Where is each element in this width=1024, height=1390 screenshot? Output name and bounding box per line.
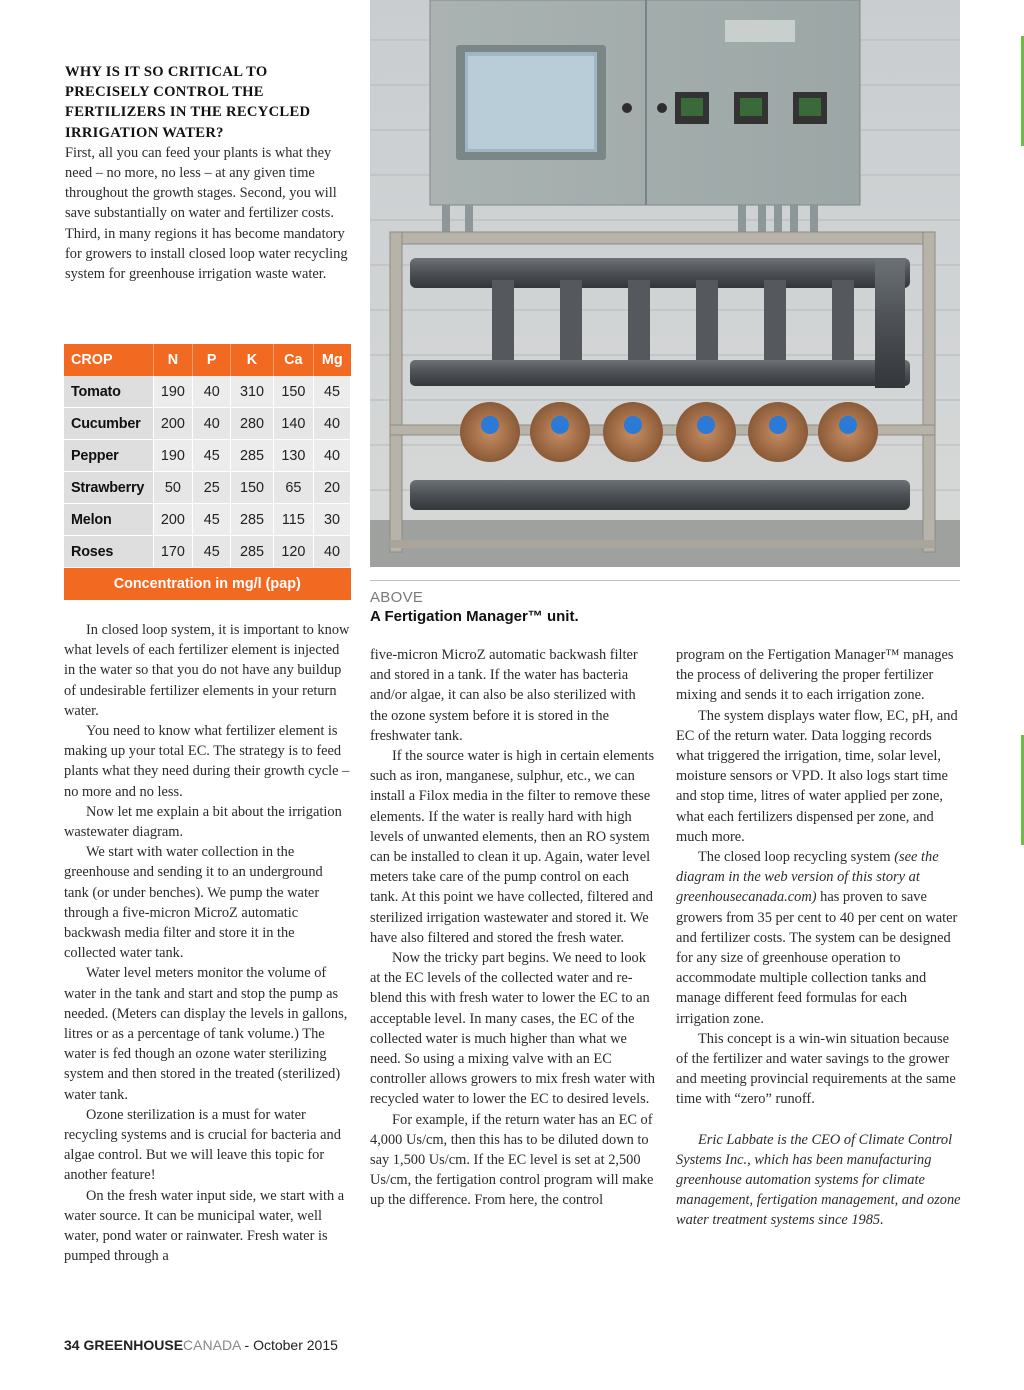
issue-date: - October 2015 xyxy=(244,1337,338,1353)
cell-p: 25 xyxy=(193,472,231,504)
paragraph: On the fresh water input side, we start with a water source. It can be municipal water, well water, pond water or rainwater. Fresh water is pumped through a xyxy=(64,1187,345,1265)
paragraph: five-micron MicroZ automatic backwash filter and stored in a tank. If the water has bacteria and/or algae, it can also be also sterilized with the ozone system before it is stored in the freshwater tank. xyxy=(370,647,638,744)
crop-name: Melon xyxy=(64,504,153,536)
paragraph: In closed loop system, it is important to know what levels of each fertilizer element is injected in the water so that you do not have any buildup of undesirable fertilizer elements in your return water. xyxy=(64,622,350,719)
paragraph: Now let me explain a bit about the irrigation wastewater diagram. xyxy=(64,803,342,841)
author-bio: Eric Labbate is the CEO of Climate Control Systems Inc., which has been manufacturing greenhouse automation systems for climate management, fertigation management, and ozone water treatment systems since 1985. xyxy=(676,1131,961,1229)
magazine-name: GREENHOUSE xyxy=(83,1337,184,1353)
paragraph: The system displays water flow, EC, pH, and EC of the return water. Data logging records what triggered the irrigation, time, solar level, moisture sensors or VPD. It also logs start time and stop time, litres of water applied per zone, what each fertilizers dispensed per zone, and much more. xyxy=(676,707,958,845)
table-row xyxy=(64,536,351,568)
header-k: K xyxy=(231,344,273,376)
header-crop: CROP xyxy=(64,344,153,376)
photo-caption: A Fertigation Manager™ unit. xyxy=(370,608,579,625)
cell-n: 50 xyxy=(153,472,192,504)
cell-p: 45 xyxy=(193,504,231,536)
magazine-name-suffix: CANADA xyxy=(183,1337,241,1353)
cell-p: 40 xyxy=(193,376,231,408)
cell-mg: 30 xyxy=(314,504,351,536)
cell-k: 280 xyxy=(231,408,273,440)
fertigation-manager-photo xyxy=(370,0,960,567)
cell-k: 310 xyxy=(231,376,273,408)
cell-ca: 120 xyxy=(273,536,313,568)
table-row xyxy=(64,440,351,472)
cell-n: 200 xyxy=(153,504,192,536)
crop-name: Cucumber xyxy=(64,408,153,440)
intro-paragraph: First, all you can feed your plants is what they need – no more, no less – at any given time throughout the growth stages. Second, you will save substantially on water and fertilizer costs. Third, in many regions it has become mandatory for growers to install closed loop water recycling system for greenhouse irrigation waste water. xyxy=(65,144,348,283)
article-column-1 xyxy=(64,620,350,1267)
cell-k: 285 xyxy=(231,440,273,472)
paragraph: We start with water collection in the greenhouse and sending it to an underground tank (or under benches). We pump the water through a five-micron MicroZ automatic backwash media filter and store it in the collected water tank. xyxy=(64,844,323,962)
header-mg: Mg xyxy=(314,344,351,376)
cell-p: 40 xyxy=(193,408,231,440)
header-ca: Ca xyxy=(273,344,313,376)
crop-name: Tomato xyxy=(64,376,153,408)
crop-name: Roses xyxy=(64,536,153,568)
article-column-2 xyxy=(370,645,656,1211)
cell-ca: 130 xyxy=(273,440,313,472)
paragraph: For example, if the return water has an EC of 4,000 Us/cm, then this has to be diluted down to say 1,500 Us/cm. If the EC level is set at 2,500 Us/cm, the fertigation control program will make up the difference. From here, the control xyxy=(370,1111,654,1209)
cell-p: 45 xyxy=(193,440,231,472)
equipment-illustration xyxy=(370,0,960,567)
table-row xyxy=(64,472,351,504)
paragraph: This concept is a win-win situation because of the fertilizer and water savings to the grower and meeting provincial requirements at the same time with “zero” runoff. xyxy=(676,1030,956,1108)
cell-k: 285 xyxy=(231,504,273,536)
nutrient-table xyxy=(64,344,351,600)
cell-n: 190 xyxy=(153,376,192,408)
cell-ca: 150 xyxy=(273,376,313,408)
paragraph: program on the Fertigation Manager™ manages the process of delivering the proper fertilizer mixing and sends it to each irrigation zone. xyxy=(676,647,954,704)
cell-mg: 45 xyxy=(314,376,351,408)
paragraph: Ozone sterilization is a must for water recycling systems and is crucial for bacteria and algae control. But we will leave this topic for another feature! xyxy=(64,1106,341,1184)
table-header-row xyxy=(64,344,351,376)
cell-n: 170 xyxy=(153,536,192,568)
text-run: has proven to save growers from 35 per cent to 40 per cent on water and fertilizer costs. The system can be designed for any size of greenhouse operation to accommodate multiple collection tanks and manage different feed formulas for each irrigation zone. xyxy=(676,889,958,1027)
text-run: The closed loop recycling system xyxy=(698,849,895,866)
paragraph: You need to know what fertilizer element is making up your total EC. The strategy is to feed plants what they need during their growth cycle – no more and no less. xyxy=(64,723,350,800)
paragraph xyxy=(676,847,961,1029)
cell-mg: 40 xyxy=(314,440,351,472)
table-row xyxy=(64,408,351,440)
paragraph: Water level meters monitor the volume of water in the tank and start and stop the pump as needed. (Meters can display the levels in gallons, litres or as a percentage of tank volume.) The water is fed though an ozone water sterilizing system and then stored in the treated (sterilized) water tank. xyxy=(64,965,348,1103)
cell-k: 285 xyxy=(231,536,273,568)
section-heading: WHY IS IT SO CRITICAL TO PRECISELY CONTROL THE FERTILIZERS IN THE RECYCLED IRRIGATION WATER? xyxy=(65,64,311,141)
article-column-3 xyxy=(676,645,961,1231)
cell-ca: 140 xyxy=(273,408,313,440)
table-row xyxy=(64,376,351,408)
caption-label: ABOVE xyxy=(370,589,424,606)
cell-mg: 40 xyxy=(314,536,351,568)
cell-n: 200 xyxy=(153,408,192,440)
header-n: N xyxy=(153,344,192,376)
cell-mg: 40 xyxy=(314,408,351,440)
crop-name: Strawberry xyxy=(64,472,153,504)
cell-ca: 65 xyxy=(273,472,313,504)
header-p: P xyxy=(193,344,231,376)
cell-n: 190 xyxy=(153,440,192,472)
intro-section xyxy=(65,62,350,284)
cell-ca: 115 xyxy=(273,504,313,536)
table-footnote: Concentration in mg/l (pap) xyxy=(64,568,351,601)
paragraph: If the source water is high in certain elements such as iron, manganese, sulphur, etc., we can install a Filox media in the filter to remove these elements. If the water is really hard with high levels of unwanted elements, then an RO system can be installed to clean it up. Again, water level meters take care of the pump control on each tank. At this point we have collected, filtered and sterilized irrigation wastewater and stored it. We have also filtered and stored the fresh water. xyxy=(370,748,655,946)
table-row xyxy=(64,504,351,536)
cell-p: 45 xyxy=(193,536,231,568)
web-reference: (see the diagram in the web version of this story at greenhousecanada.com) xyxy=(676,849,939,906)
page-footer xyxy=(64,1337,338,1353)
paragraph: Now the tricky part begins. We need to look at the EC levels of the collected water and re-blend this with fresh water to lower the EC to an acceptable level. In many cases, the EC of the collected water is much higher than what we need. So using a mixing valve with an EC controller allows growers to mix fresh water with recycled water to lower the EC to desired levels. xyxy=(370,950,655,1108)
cell-mg: 20 xyxy=(314,472,351,504)
cell-k: 150 xyxy=(231,472,273,504)
page-number: 34 xyxy=(64,1337,80,1353)
crop-name: Pepper xyxy=(64,440,153,472)
caption-divider xyxy=(370,580,960,581)
